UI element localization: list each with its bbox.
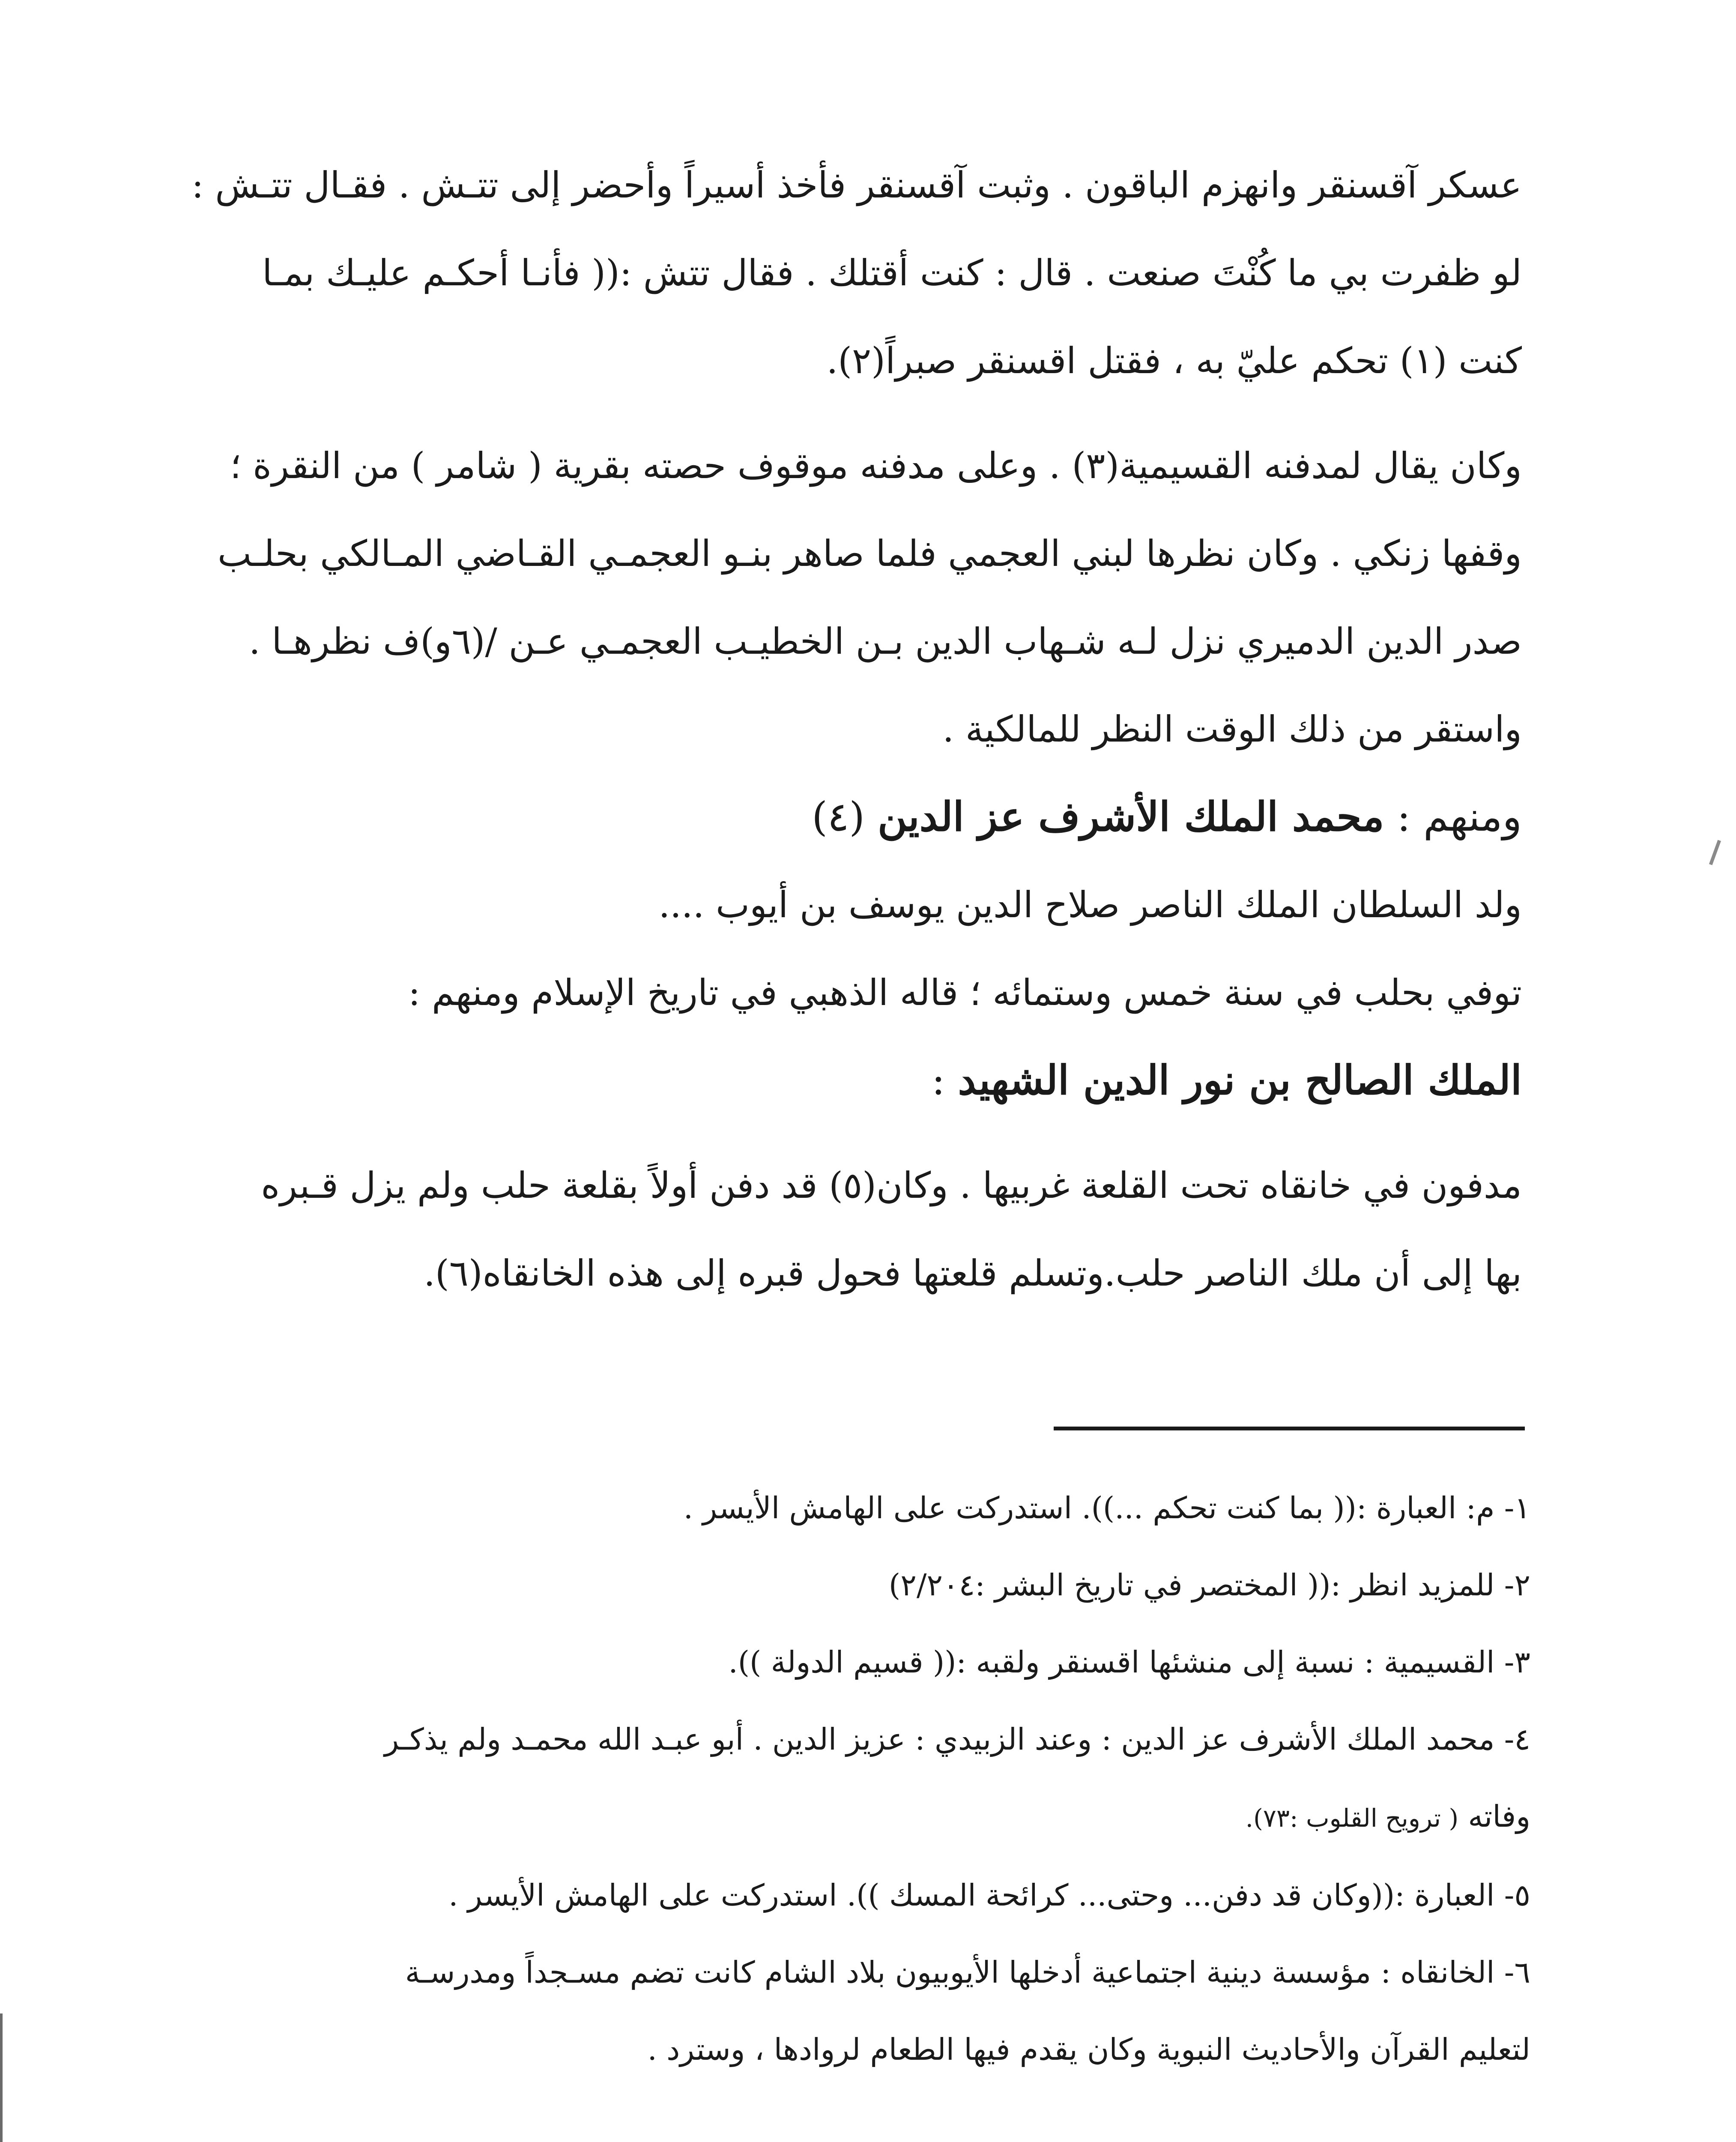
footnote-6: ٦- الخانقاه : مؤسسة دينية اجتماعية أدخلها الأيوبيون بلاد الشام كانت تضم مسـجداً ومدرسـة	[405, 1955, 1530, 1990]
paragraph-salih	[180, 1142, 1522, 1317]
text-line: وكان يقال لمدفنه القسيمية(٣) . وعلى مدفنه موقوف حصته بقرية ( شامر ) من النقرة ؛	[230, 445, 1522, 487]
footnote-divider	[1054, 1427, 1525, 1430]
heading-name: الملك الصالح بن نور الدين الشهيد	[958, 1057, 1522, 1104]
text-line: مدفون في خانقاه تحت القلعة غربيها . وكان(٥) قد دفن أولاً بقلعة حلب ولم يزل قـبره	[261, 1164, 1522, 1206]
text-line: بها إلى أن ملك الناصر حلب.وتسلم قلعتها فحول قبره إلى هذه الخانقاه(٦).	[424, 1252, 1522, 1294]
footnote-3: ٣- القسيمية : نسبة إلى منشئها اقسنقر ولقبه :(( قسيم الدولة )).	[728, 1645, 1530, 1680]
text-line: ولد السلطان الملك الناصر صلاح الدين يوسف بن أيوب ....	[658, 884, 1522, 926]
paragraph-ashraf	[180, 861, 1522, 1037]
text-line: عسكر آقسنقر وانهزم الباقون . وثبت آقسنقر فأخذ أسيراً وأحضر إلى تتـش . فقـال تتـش :	[191, 164, 1522, 206]
section-heading-salih	[180, 1037, 1522, 1125]
main-text	[180, 141, 1522, 1317]
text-line: كنت (١) تحكم عليّ به ، فقتل اقسنقر صبراً(٢).	[826, 340, 1522, 382]
paragraph-aqsunqur	[180, 141, 1522, 405]
footnote-6-continued: لتعليم القرآن والأحاديث النبوية وكان يقدم فيها الطعام لروادها ، وسترد .	[647, 2032, 1530, 2067]
footnote-1: ١- م: العبارة :(( بما كنت تحكم ...)). استدركت على الهامش الأيسر .	[683, 1490, 1530, 1526]
heading-suffix: :	[931, 1057, 958, 1104]
footnote-2: ٢- للمزيد انظر :(( المختصر في تاريخ البشر :٢/٢٠٤)	[888, 1568, 1530, 1603]
paragraph-burial-place	[180, 422, 1522, 773]
scan-edge-mark	[0, 2013, 3, 2142]
footnotes	[171, 1469, 1530, 2088]
footnote-source: ( ترويح القلوب :٧٣).	[1245, 1804, 1459, 1833]
scan-speck	[1709, 840, 1721, 865]
footnote-4-continued	[171, 1778, 1530, 1857]
footnote-4: ٤- محمد الملك الأشرف عز الدين : وعند الزبيدي : عزيز الدين . أبو عبـد الله محمـد ولم يذكـر	[384, 1722, 1530, 1757]
text-line: توفي بحلب في سنة خمس وستمائه ؛ قاله الذهبي في تاريخ الإسلام ومنهم :	[408, 972, 1522, 1014]
footnote-text: وفاته	[1458, 1799, 1530, 1834]
text-line: لو ظفرت بي ما كُنْتَ صنعت . قال : كنت أقتلك . فقال تتش :(( فأنـا أحكـم عليـك بمـا	[262, 252, 1522, 294]
heading-ref: (٤)	[812, 794, 878, 841]
footnote-5: ٥- العبارة :((وكان قد دفن... وحتى... كرائحة المسك )). استدركت على الهامش الأيسر .	[448, 1878, 1530, 1913]
text-line: واستقر من ذلك الوقت النظر للمالكية .	[942, 708, 1522, 750]
heading-name: محمد الملك الأشرف عز الدين	[877, 793, 1384, 841]
section-heading-ashraf	[180, 773, 1522, 861]
text-line: صدر الدين الدميري نزل لـه شـهاب الدين بـن الخطيـب العجمـي عـن /(٦و)ف نظرهـا .	[248, 620, 1522, 662]
text-line: وقفها زنكي . وكان نظرها لبني العجمي فلما صاهر بنـو العجمـي القـاضي المـالكي بحلـب	[217, 533, 1522, 574]
heading-prefix: ومنهم :	[1384, 794, 1522, 841]
